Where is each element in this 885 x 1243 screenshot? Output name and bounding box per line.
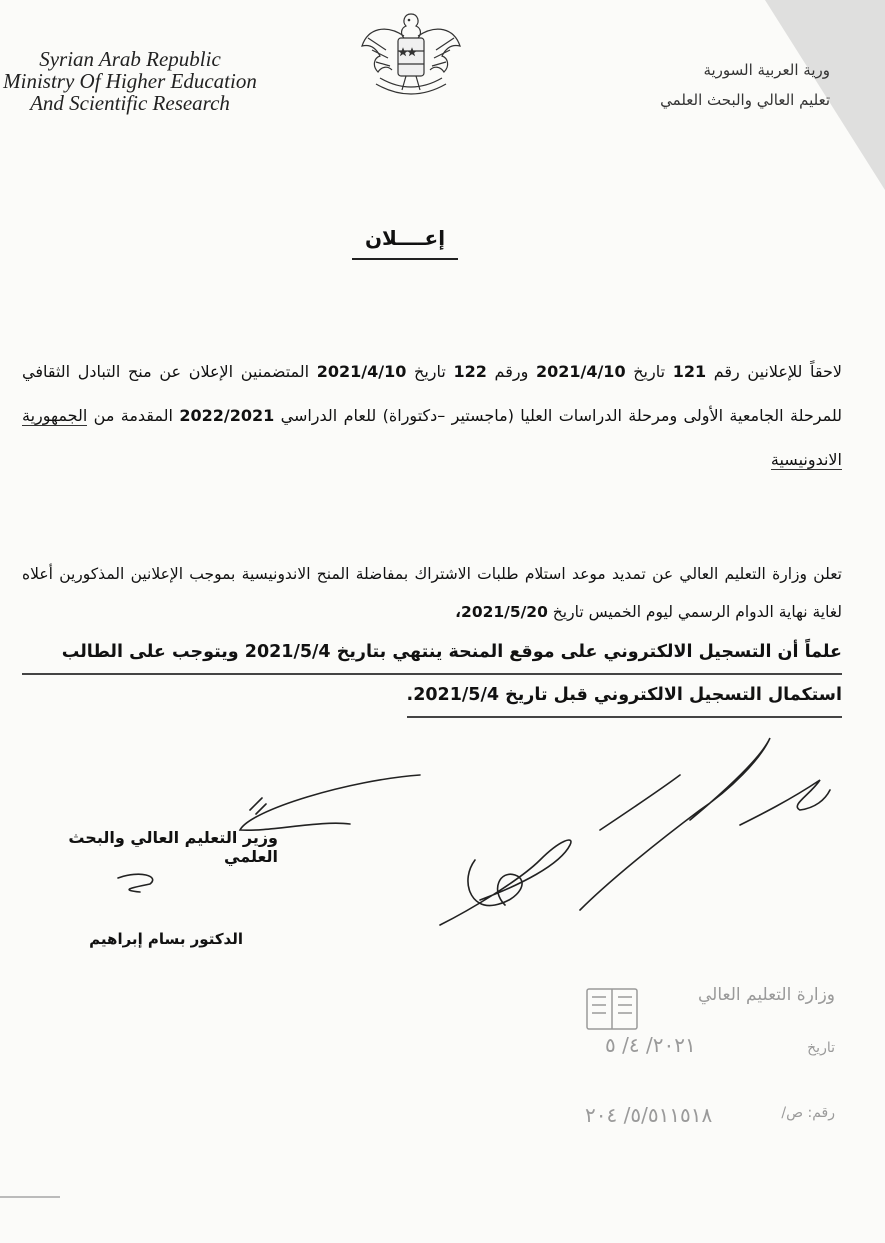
p2-end: ،	[455, 603, 462, 621]
header-arabic	[550, 55, 830, 115]
p1-text-3: ورقم	[486, 362, 536, 381]
p1-number-2: 122	[453, 362, 487, 381]
syrian-eagle-emblem	[356, 6, 466, 106]
p2-deadline-date: 2021/5/20	[461, 603, 548, 621]
p3-line-2: استكمال التسجيل الالكتروني قبل تاريخ 2021/5/4.	[407, 675, 842, 718]
p1-text-2: تاريخ	[625, 362, 673, 381]
minister-title: وزير التعليم العالي والبحث العلمي	[68, 828, 278, 866]
header-en-line-1: Syrian Arab Republic	[39, 47, 221, 71]
p1-text-5: المتضمنين الإعلان عن منح التبادل الثقافي للمرحلة الجامعية الأولى ومرحلة الدراسات العليا (ماجستير –دكتوراة) للعام الدراسي	[22, 362, 843, 425]
paragraph-extension	[22, 555, 842, 631]
p1-number-1: 121	[672, 362, 707, 381]
paragraph-registration-note	[22, 632, 842, 718]
header-en-line-2: Ministry Of Higher Education	[3, 69, 257, 93]
announcement-title: إعــــلان	[352, 226, 458, 260]
minister-name: الدكتور بسام إبراهيم	[89, 930, 243, 948]
header-english	[0, 48, 260, 114]
paragraph-intro	[22, 350, 842, 482]
p1-date-2: 2021/4/10	[316, 362, 407, 381]
stamp-date-label: تاريخ	[807, 1040, 835, 1056]
p1-text-6: المقدمة من	[87, 406, 180, 425]
p1-date-1: 2021/4/10	[535, 362, 626, 381]
p1-country: الجمهورية الاندونيسية	[22, 406, 842, 469]
p1-text-1: لاحقاً للإعلانين رقم	[706, 362, 843, 381]
header-ar-line-1: ورية العربية السورية	[703, 61, 830, 79]
stamp-date-value: ٢٠٢١/ ٤/ ٥	[605, 1033, 696, 1057]
p1-text-4: تاريخ	[406, 362, 454, 381]
p2-text: تعلن وزارة التعليم العالي عن تمديد موعد استلام طلبات الاشتراك بمفاضلة المنح الاندونيسية بموجب الإعلانين المذكورين أعلاه لغاية نهاية الدوام الرسمي ليوم الخميس تاريخ	[22, 565, 842, 621]
p1-academic-year: 2022/2021	[179, 406, 275, 425]
book-emblem-icon	[584, 985, 640, 1033]
header-en-line-3: And Scientific Research	[30, 91, 230, 115]
stamp-ministry: وزارة التعليم العالي	[697, 985, 835, 1005]
signature-block	[48, 828, 278, 866]
stamp-number-value: ٥/٥١١٥١٨/ ٢٠٤	[585, 1103, 713, 1127]
stamp-number-label: رقم: ص/	[781, 1105, 835, 1121]
p3-line-1: علماً أن التسجيل الالكتروني على موقع المنحة ينتهي بتاريخ 2021/5/4 ويتوجب على الطالب	[22, 632, 842, 675]
scan-edge-mark	[0, 1196, 60, 1198]
incoming-stamp	[575, 985, 835, 1165]
header-ar-line-2: تعليم العالي والبحث العلمي	[660, 91, 830, 109]
